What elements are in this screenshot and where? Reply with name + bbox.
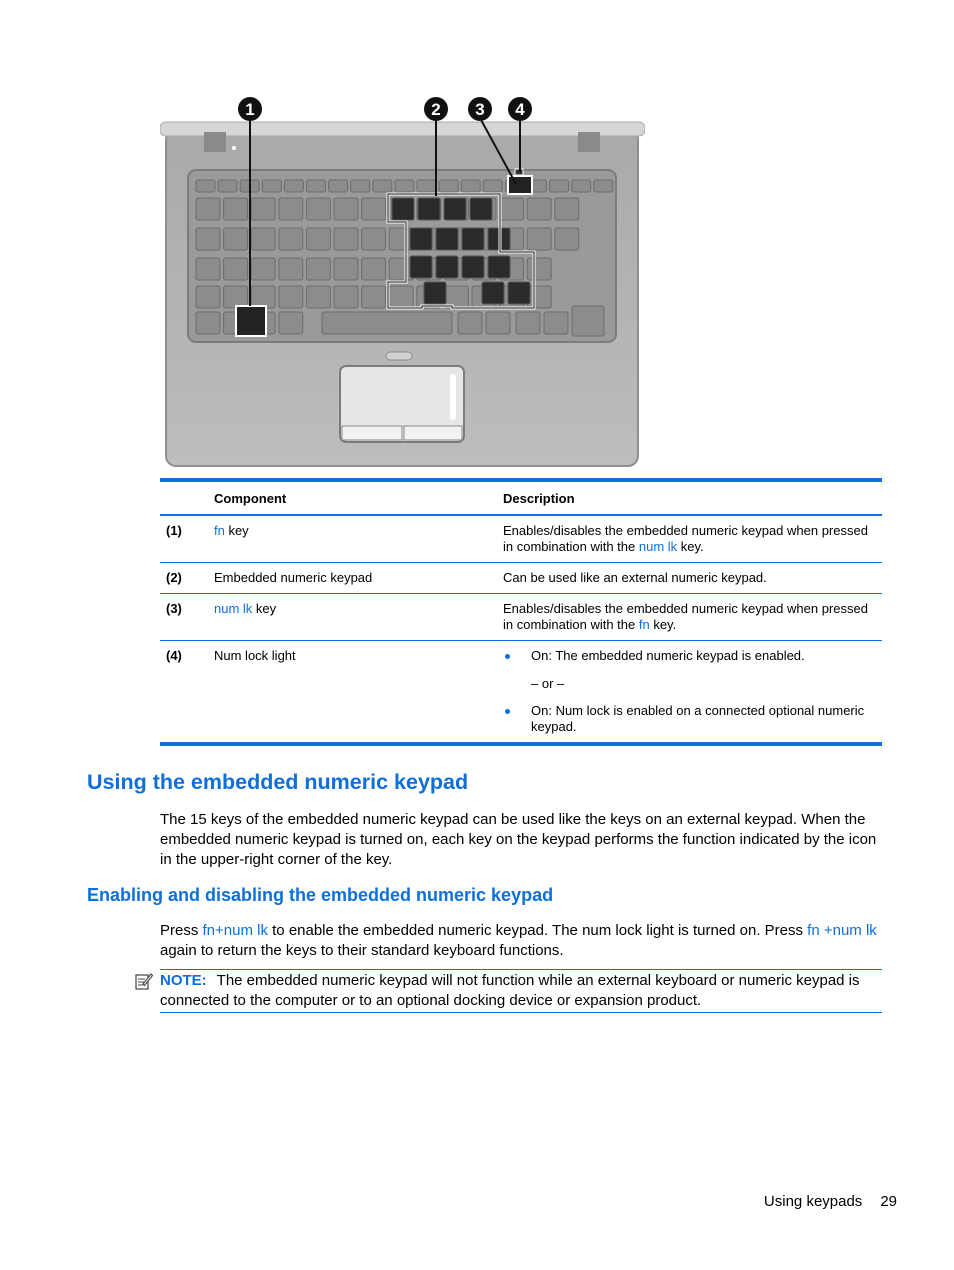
keypad-key [436, 256, 458, 278]
keyboard-key [334, 228, 358, 250]
keyboard-key [279, 198, 303, 220]
row-number: (2) [166, 570, 182, 585]
header-number [160, 480, 208, 515]
bullet-item: On: The embedded numeric keypad is enabled. [503, 648, 876, 664]
bullet-item: On: Num lock is enabled on a connected optional numeric keypad. [503, 703, 876, 735]
table-row [160, 594, 882, 641]
header-component: Component [214, 491, 287, 506]
table-row [160, 641, 882, 745]
row-number: (3) [166, 601, 182, 616]
keyboard-key [351, 180, 370, 192]
note-box [160, 969, 882, 1013]
fn-link[interactable]: fn [638, 617, 650, 632]
callout-3 [468, 97, 492, 121]
keyboard-key [594, 180, 613, 192]
table-header-row [160, 480, 882, 515]
keyboard-key [224, 258, 248, 280]
keyboard-key [262, 180, 281, 192]
keyboard-key [306, 228, 330, 250]
keyboard-key [373, 180, 392, 192]
keyboard-key [218, 180, 237, 192]
keyboard-illustration [160, 92, 645, 472]
keyboard-key [395, 180, 414, 192]
description-bullet-list [503, 648, 876, 664]
keyboard-key [279, 312, 303, 334]
row-number: (4) [166, 648, 182, 663]
keyboard-key [224, 228, 248, 250]
row-component: Embedded numeric keypad [214, 570, 373, 585]
keyboard-key [417, 180, 436, 192]
keyboard-key [224, 286, 248, 308]
keyboard-key [362, 228, 386, 250]
keyboard-key [196, 312, 220, 334]
row-description [497, 641, 882, 745]
keyboard-key [322, 312, 452, 334]
keypad-key [444, 198, 466, 220]
keyboard-key [251, 228, 275, 250]
keypad-key [482, 282, 504, 304]
fn-link[interactable]: fn [214, 523, 225, 538]
keyboard-key [307, 180, 326, 192]
fn-num-lk-link[interactable]: fn +num lk [807, 922, 877, 939]
keyboard-key [527, 258, 551, 280]
keyboard-key [196, 180, 215, 192]
row-number: (1) [166, 523, 182, 538]
keyboard-key [279, 286, 303, 308]
keyboard-key [544, 312, 568, 334]
keypad-key [508, 282, 530, 304]
keyboard-key [527, 286, 551, 308]
keyboard-key [439, 180, 458, 192]
keyboard-key [555, 228, 579, 250]
keyboard-key [527, 228, 551, 250]
keyboard-key [362, 258, 386, 280]
keyboard-key [251, 258, 275, 280]
keyboard-key [251, 286, 275, 308]
note-text: The embedded numeric keypad will not function while an external keyboard or numeric keypad is connected to the computer or to an optional docking device or expansion product. [160, 972, 860, 1009]
keypad-key [410, 256, 432, 278]
keypad-key [392, 198, 414, 220]
keyboard-key [196, 286, 220, 308]
keypad-key [488, 256, 510, 278]
svg-text:2: 2 [431, 100, 441, 119]
keyboard-key [458, 312, 482, 334]
subsection-heading: Enabling and disabling the embedded numeric keypad [87, 885, 554, 905]
keyboard-key [334, 286, 358, 308]
keyboard-key [572, 180, 591, 192]
keypad-key [418, 198, 440, 220]
keyboard-key [527, 198, 551, 220]
callout-1 [238, 97, 262, 121]
row-description: Can be used like an external numeric keypad. [503, 570, 767, 585]
keyboard-key [329, 180, 348, 192]
section-body: The 15 keys of the embedded numeric keypad can be used like the keys on an external keypad. When the embedded numeric keypad is turned on, each key on the keypad performs the function indicated by the icon in the upper-right corner of the key. [160, 811, 877, 868]
fn-num-lk-link[interactable]: fn+num lk [202, 922, 268, 939]
keyboard-key [550, 180, 569, 192]
num-lk-key-highlight [508, 176, 532, 194]
num-lk-link[interactable]: num lk [214, 601, 253, 616]
component-table [160, 478, 882, 746]
keypad-key [424, 282, 446, 304]
page-footer [764, 1193, 897, 1210]
keyboard-key [306, 286, 330, 308]
keyboard-key [279, 228, 303, 250]
section-heading: Using the embedded numeric keypad [87, 770, 469, 794]
keyboard-key [362, 286, 386, 308]
description-bullet-list [503, 703, 876, 735]
row-component: Num lock light [214, 648, 296, 663]
table-row [160, 563, 882, 594]
keyboard-key [516, 312, 540, 334]
keyboard-key [555, 198, 579, 220]
keyboard-key [362, 198, 386, 220]
keyboard-key [306, 198, 330, 220]
keyboard-key [196, 198, 220, 220]
svg-text:3: 3 [475, 100, 485, 119]
keypad-key [410, 228, 432, 250]
note-label: NOTE: [160, 972, 207, 989]
keyboard-key [196, 228, 220, 250]
keyboard-key [483, 180, 502, 192]
keyboard-key [461, 180, 480, 192]
keypad-key [470, 198, 492, 220]
keyboard-key [389, 286, 413, 308]
fn-key-highlight [236, 306, 266, 336]
keypad-key [436, 228, 458, 250]
keyboard-key [224, 198, 248, 220]
callout-4 [508, 97, 532, 121]
keypad-key [462, 256, 484, 278]
row-component: num lk key [214, 601, 277, 616]
svg-text:4: 4 [515, 100, 525, 119]
keyboard-key [306, 258, 330, 280]
keyboard-key [251, 198, 275, 220]
keyboard-key [486, 312, 510, 334]
row-component: fn key [214, 523, 249, 538]
or-separator: – or – [531, 676, 565, 691]
keyboard-key [572, 306, 604, 336]
keyboard-key [279, 258, 303, 280]
header-description: Description [503, 491, 575, 506]
subsection-body: Press fn+num lk to enable the embedded numeric keypad. The num lock light is turned on. Press fn +num lk again to return the keys to their standard keyboard functions. [160, 922, 877, 959]
callout-2 [424, 97, 448, 121]
table-row [160, 515, 882, 563]
keypad-key [462, 228, 484, 250]
note-icon [135, 972, 153, 990]
page-number: 29 [880, 1193, 897, 1210]
num-lk-link[interactable]: num lk [638, 539, 678, 554]
keyboard-key [196, 258, 220, 280]
row-description: Enables/disables the embedded numeric keypad when pressed in combination with the fn key. [503, 601, 868, 632]
keyboard-key [334, 258, 358, 280]
row-description: Enables/disables the embedded numeric keypad when pressed in combination with the num lk key. [503, 523, 868, 554]
keyboard-key [334, 198, 358, 220]
svg-text:1: 1 [245, 100, 255, 119]
footer-section: Using keypads [763, 1193, 863, 1210]
keyboard-key [500, 198, 524, 220]
keyboard-key [284, 180, 303, 192]
